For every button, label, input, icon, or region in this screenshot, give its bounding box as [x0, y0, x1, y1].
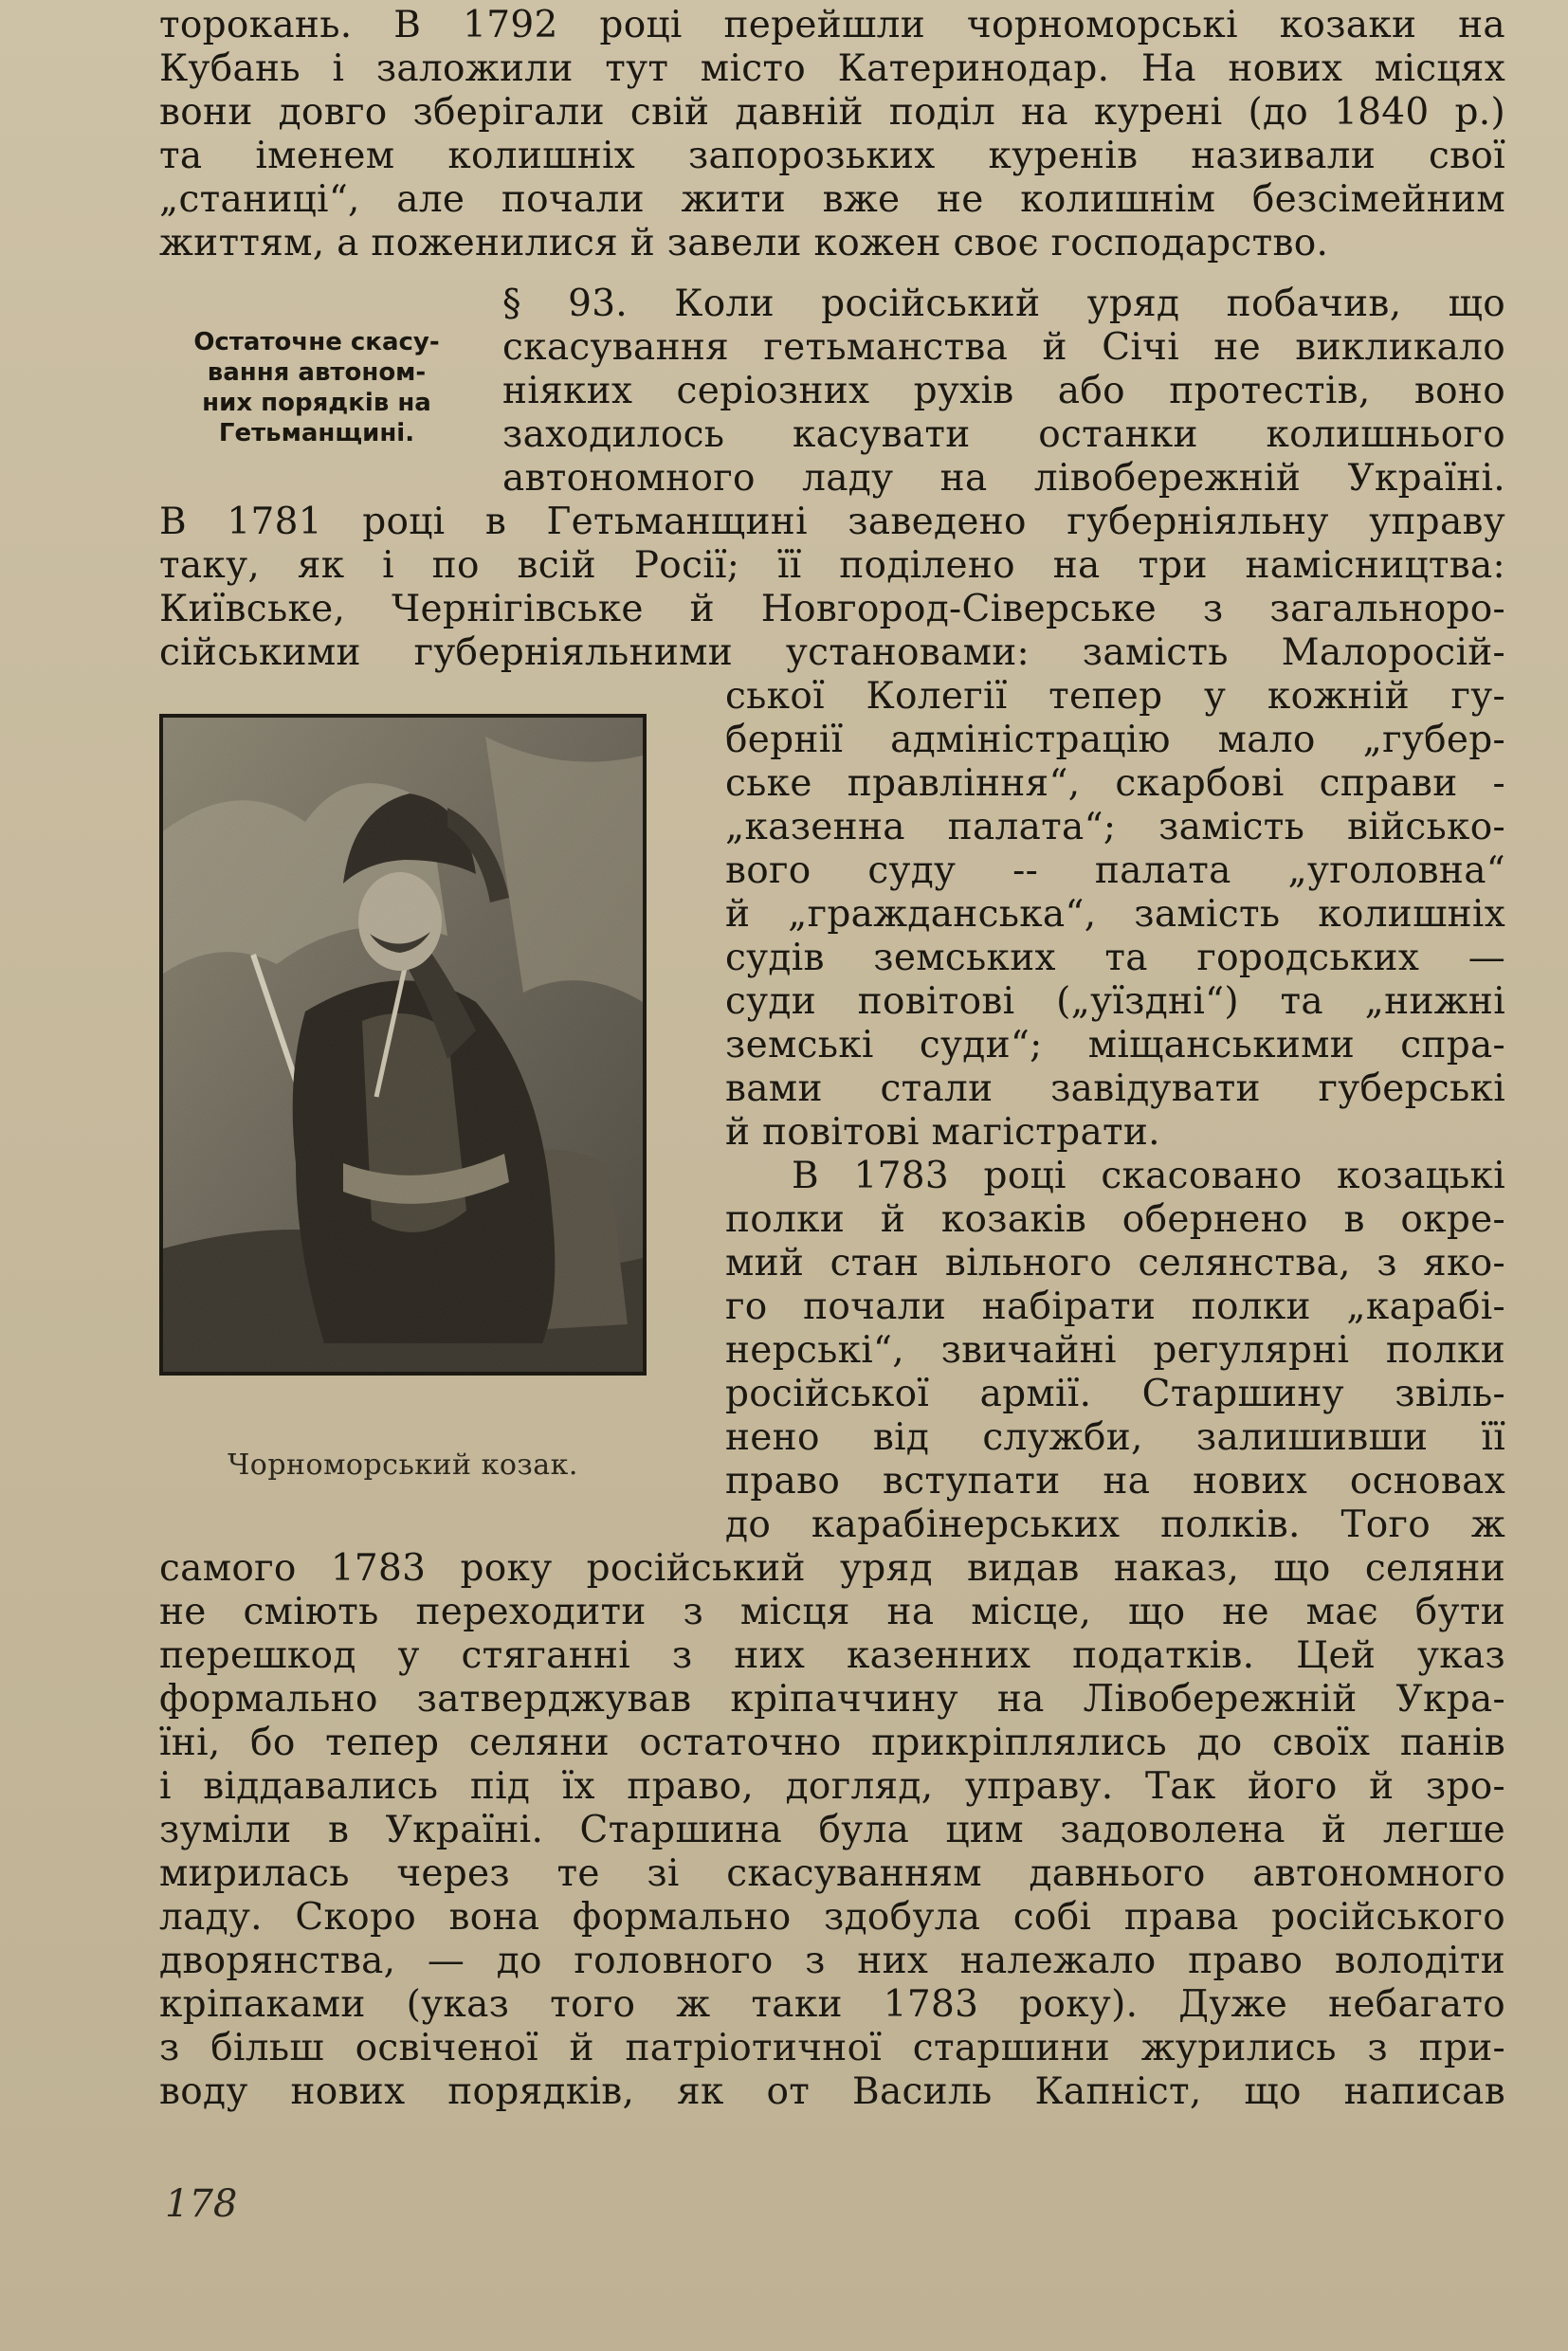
text-line: суди повітові („уїздні“) та „нижні: [725, 980, 1505, 1023]
text-line: ніяких серіозних рухів або протестів, воно: [502, 370, 1505, 412]
text-line: скасування гетьманства й Січі не викликало: [502, 326, 1505, 369]
text-line: життям, а поженилися й завели кожен своє господарство.: [159, 222, 1329, 264]
text-line: перешкод у стяганні з них казенних податків. Цей указ: [159, 1634, 1505, 1677]
cossack-engraving: [163, 718, 643, 1372]
text-line: нено від служби, залишивши її: [725, 1416, 1505, 1459]
text-line: їні, бо тепер селяни остаточно прикріплялись до своїх панів: [159, 1722, 1505, 1764]
text-line: ське правління“, скарбові справи -: [725, 762, 1505, 805]
text-line: до карабінерських полків. Того ж: [725, 1504, 1505, 1546]
text-line: нерські“, звичайні регулярні полки: [725, 1329, 1505, 1372]
text-line: торокань. В 1792 році перейшли чорноморські козаки на: [159, 4, 1505, 46]
cossack-illustration: [159, 714, 647, 1376]
text-line: вами стали завідувати губерські: [725, 1067, 1505, 1110]
text-line: зуміли в Україні. Старшина була цим задоволена й легше: [159, 1809, 1505, 1851]
text-line: § 93. Коли російський уряд побачив, що: [502, 282, 1505, 325]
text-line: кріпаками (указ того ж таки 1783 року). Дуже небагато: [159, 1983, 1505, 2026]
text-line: В 1783 році скасовано козацькі: [792, 1155, 1505, 1197]
text-line: воду нових порядків, як от Василь Капніст, що написав: [159, 2070, 1505, 2113]
margin-note-line: Гетьманщині.: [218, 419, 415, 447]
text-line: В 1781 році в Гетьманщині заведено губерніяльну управу: [159, 501, 1505, 543]
text-line: Кубань і заложили тут місто Катеринодар. На нових місцях: [159, 47, 1505, 90]
text-line: „станиці“, але почали жити вже не колишнім безсімейним: [159, 178, 1505, 221]
text-line: го почали набірати полки „карабі-: [725, 1285, 1505, 1328]
text-line: полки й козаків обернено в окре-: [725, 1198, 1505, 1241]
text-line: мирилась через те зі скасуванням давнього автономного: [159, 1852, 1505, 1895]
text-line: вого суду -- палата „уголовна“: [725, 849, 1505, 892]
text-line: бернії адміністрацію мало „губер-: [725, 719, 1505, 761]
text-line: вони довго зберігали свій давній поділ на курені (до 1840 р.): [159, 91, 1505, 134]
margin-note: [159, 327, 474, 448]
text-line: мий стан вільного селянства, з яко-: [725, 1242, 1505, 1285]
margin-note-line: Остаточне скасу-: [193, 328, 440, 356]
margin-note-line: них порядків на: [202, 389, 431, 417]
text-line: право вступати на нових основах: [725, 1460, 1505, 1503]
text-line: та іменем колишніх запорозьких куренів називали свої: [159, 135, 1505, 177]
text-line: сійськими губерніяльними установами: замість Малоросій-: [159, 631, 1505, 674]
page-number: 178: [165, 2182, 238, 2226]
text-line: земські суди“; міщанськими спра-: [725, 1024, 1505, 1066]
text-line: ладу. Скоро вона формально здобула собі права російського: [159, 1896, 1505, 1939]
margin-note-line: вання автоном-: [207, 358, 427, 387]
text-line: „казенна палата“; замість військо-: [725, 806, 1505, 848]
text-line: й повітові магістрати.: [725, 1111, 1160, 1154]
text-line: і віддавались під їх право, догляд, управу. Так його й зро-: [159, 1765, 1505, 1808]
text-line: Київське, Чернігівське й Новгород-Сіверське з загальноро-: [159, 588, 1505, 630]
text-line: й „гражданська“, замість колишніх: [725, 893, 1505, 936]
text-line: автономного ладу на лівобережній Україні.: [502, 457, 1505, 500]
text-line: не сміють переходити з місця на місце, що не має бути: [159, 1591, 1505, 1633]
text-line: російської армії. Старшину звіль-: [725, 1373, 1505, 1415]
text-line: дворянства, — до головного з них належало право володіти: [159, 1940, 1505, 1982]
text-line: таку, як і по всій Росії; її поділено на три намісництва:: [159, 544, 1505, 587]
text-line: ської Колегії тепер у кожній гу-: [725, 675, 1505, 718]
figure-caption: Чорноморський козак.: [228, 1449, 578, 1482]
text-line: заходилось касувати останки колишнього: [502, 413, 1505, 456]
text-line: самого 1783 року російський уряд видав наказ, що селяни: [159, 1547, 1505, 1590]
text-line: з більш освіченої й патріотичної старшини журились з при-: [159, 2027, 1505, 2069]
text-line: судів земських та городських —: [725, 937, 1505, 979]
text-line: формально затверджував кріпаччину на Лівобережній Укра-: [159, 1678, 1505, 1721]
